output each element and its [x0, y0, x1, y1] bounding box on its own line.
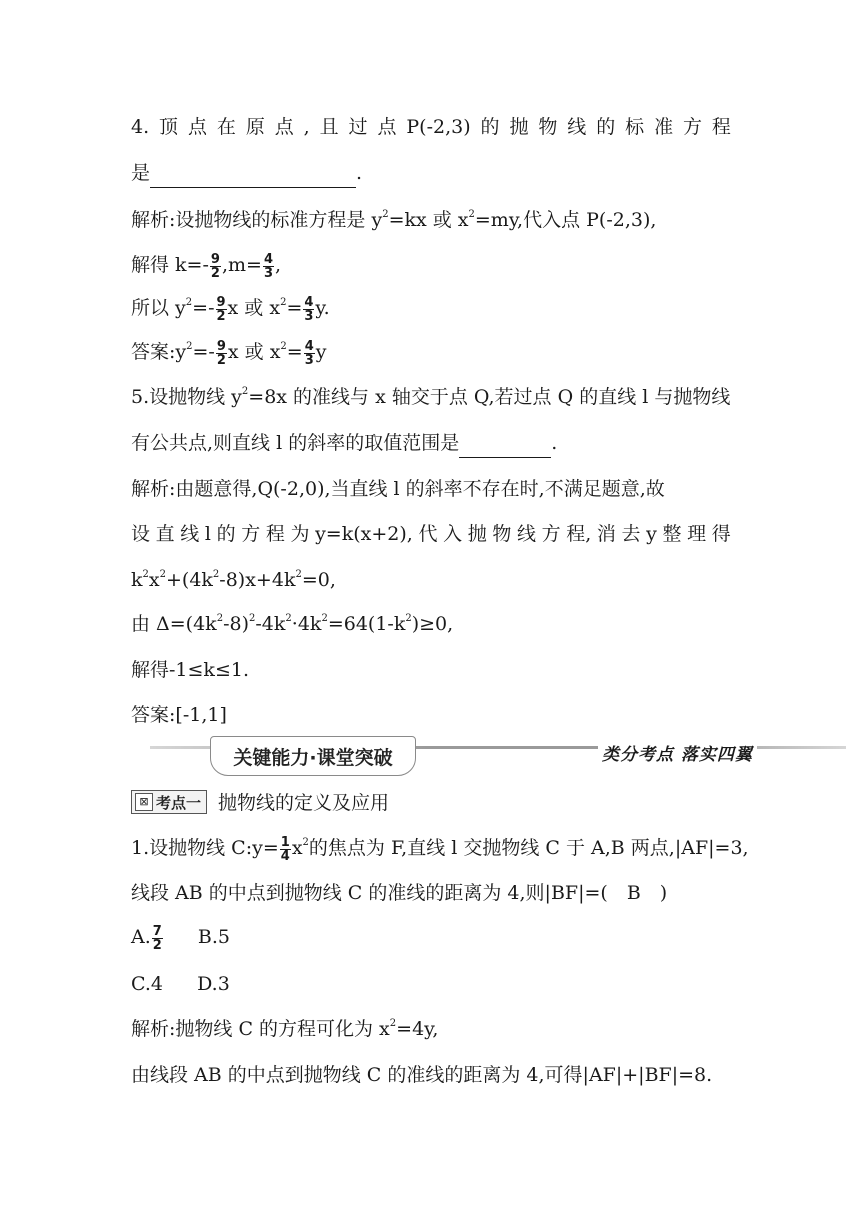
p1-options-ab — [131, 922, 230, 952]
p1-line1: 1.设抛物线 C:y= $\frac{1}{4}$ $x^2$的焦点为 F,直线 l 交抛物线 C 于 A,B 两点,|AF|=3, — [131, 834, 749, 864]
word: 物 — [492, 523, 512, 545]
word: 抛 — [467, 523, 487, 545]
word: 代 — [418, 523, 438, 545]
word: 程 — [265, 523, 285, 545]
word: 的 — [596, 116, 616, 138]
fraction-1-4: $\frac{1}{4}$ — [280, 834, 290, 864]
section-title: 关键能力·课堂突破 — [210, 736, 416, 776]
q5-solution-line3: $k^2x^2+(4k^2-8)x+4k^2=0$, — [131, 569, 336, 591]
word: 入 — [443, 523, 463, 545]
q4-line2: 是 . — [131, 158, 362, 188]
word: 标 — [625, 116, 645, 138]
word: 顶 — [159, 116, 179, 138]
word: y — [646, 523, 657, 545]
word: 方 — [241, 523, 261, 545]
q5-solution-line5: 解得-1≤k≤1. — [131, 659, 249, 681]
option-a: A. $\frac{7}{2}$ — [131, 923, 162, 953]
word: , — [303, 116, 310, 138]
word: 准 — [654, 116, 674, 138]
q4-solution-line1: 解析:设抛物线的标准方程是 $y^2=kx$ 或 $x^2=my$,代入点 P(-2,3), — [131, 209, 657, 231]
q4-solution-line3: 所以 $y^2=-$ $\frac{9}{2}$ x 或 $x^2=$ $\frac{4}{3}$ y. — [131, 294, 330, 324]
word: 物 — [538, 116, 558, 138]
fraction-9-2: $\frac{9}{2}$ — [216, 338, 226, 368]
kaodian-title: 抛物线的定义及应用 — [218, 792, 390, 814]
word: 直 — [155, 523, 175, 545]
word: 的 — [480, 116, 500, 138]
word: 线 — [180, 523, 200, 545]
fraction-7-2: $\frac{7}{2}$ — [152, 923, 162, 953]
fraction-4-3: $\frac{4}{3}$ — [304, 294, 314, 324]
kaodian-badge-label: 考点一 — [156, 793, 202, 812]
word: 去 — [621, 523, 641, 545]
word: 在 — [216, 116, 236, 138]
word: 的 — [216, 523, 236, 545]
word: 4. — [131, 116, 150, 138]
word: 点 — [377, 116, 397, 138]
q4-line2-prefix: 是 — [131, 162, 151, 184]
q4-solution-line2: 解得 k=- $\frac{9}{2}$ ,m= $\frac{4}{3}$ , — [131, 251, 282, 281]
fraction-4-3: $\frac{4}{3}$ — [304, 338, 314, 368]
p1-solution-line2: 由线段 AB 的中点到抛物线 C 的准线的距离为 4,可得|AF|+|BF|=8. — [131, 1064, 713, 1086]
word: 抛 — [509, 116, 529, 138]
word: 线 — [516, 523, 536, 545]
word: P(-2,3) — [406, 116, 471, 138]
q5-solution-line1: 解析:由题意得,Q(-2,0),当直线 l 的斜率不存在时,不满足题意,故 — [131, 478, 665, 500]
word: y=k(x+2), — [315, 523, 413, 545]
fraction-4-3: $\frac{4}{3}$ — [263, 251, 273, 281]
p1-solution-line1: 解析:抛物线 C 的方程可化为 $x^2=4y$, — [131, 1018, 439, 1040]
q5-solution-line4: 由 $\Delta=(4k^2-8)^2-4k^2\cdot 4k^2=64(1-k^2)\ge 0$, — [131, 613, 454, 635]
word: 消 — [596, 523, 616, 545]
option-d: D.3 — [197, 973, 230, 995]
q5-line2: 有公共点,则直线 l 的斜率的取值范围是 . — [131, 428, 557, 458]
word: 程, — [566, 523, 592, 545]
p1-line2: 线段 AB 的中点到抛物线 C 的准线的距离为 4,则|BF|=( B ) — [131, 882, 668, 904]
word: 原 — [245, 116, 265, 138]
answer-blank[interactable] — [150, 165, 356, 188]
word: 且 — [319, 116, 339, 138]
section-motto: 类分考点 落实四翼 — [598, 740, 757, 765]
q5-line1: 5.设抛物线 $y^2=8x$ 的准线与 x 轴交于点 Q,若过点 Q 的直线 l 与抛物线 — [131, 386, 731, 408]
q5-answer: 答案:[-1,1] — [131, 704, 227, 726]
word: 方 — [541, 523, 561, 545]
q4-answer: 答案$:y^2=-$ $\frac{9}{2}$ x 或 $x^2=$ $\frac{4}{3}$ y — [131, 338, 327, 368]
word: 点 — [187, 116, 207, 138]
word: 设 — [131, 523, 151, 545]
word: 整 — [662, 523, 682, 545]
fraction-9-2: $\frac{9}{2}$ — [216, 294, 226, 324]
word: 方 — [682, 116, 702, 138]
word: 程 — [711, 116, 731, 138]
answer-blank[interactable] — [459, 435, 551, 458]
word: 得 — [711, 523, 731, 545]
word: 为 — [290, 523, 310, 545]
word: 理 — [687, 523, 707, 545]
kaodian-badge — [131, 790, 207, 814]
checkbox-cross-icon: ⊠ — [135, 793, 153, 811]
word: 过 — [348, 116, 368, 138]
q5-solution-line2 — [131, 519, 731, 549]
word: 点 — [274, 116, 294, 138]
option-c: C.4 — [131, 973, 163, 995]
p1-options-cd — [131, 969, 230, 999]
fraction-9-2: $\frac{9}{2}$ — [210, 251, 220, 281]
q4-line1 — [131, 112, 731, 142]
word: l — [204, 523, 211, 545]
word: 线 — [567, 116, 587, 138]
option-b: B.5 — [197, 926, 230, 948]
